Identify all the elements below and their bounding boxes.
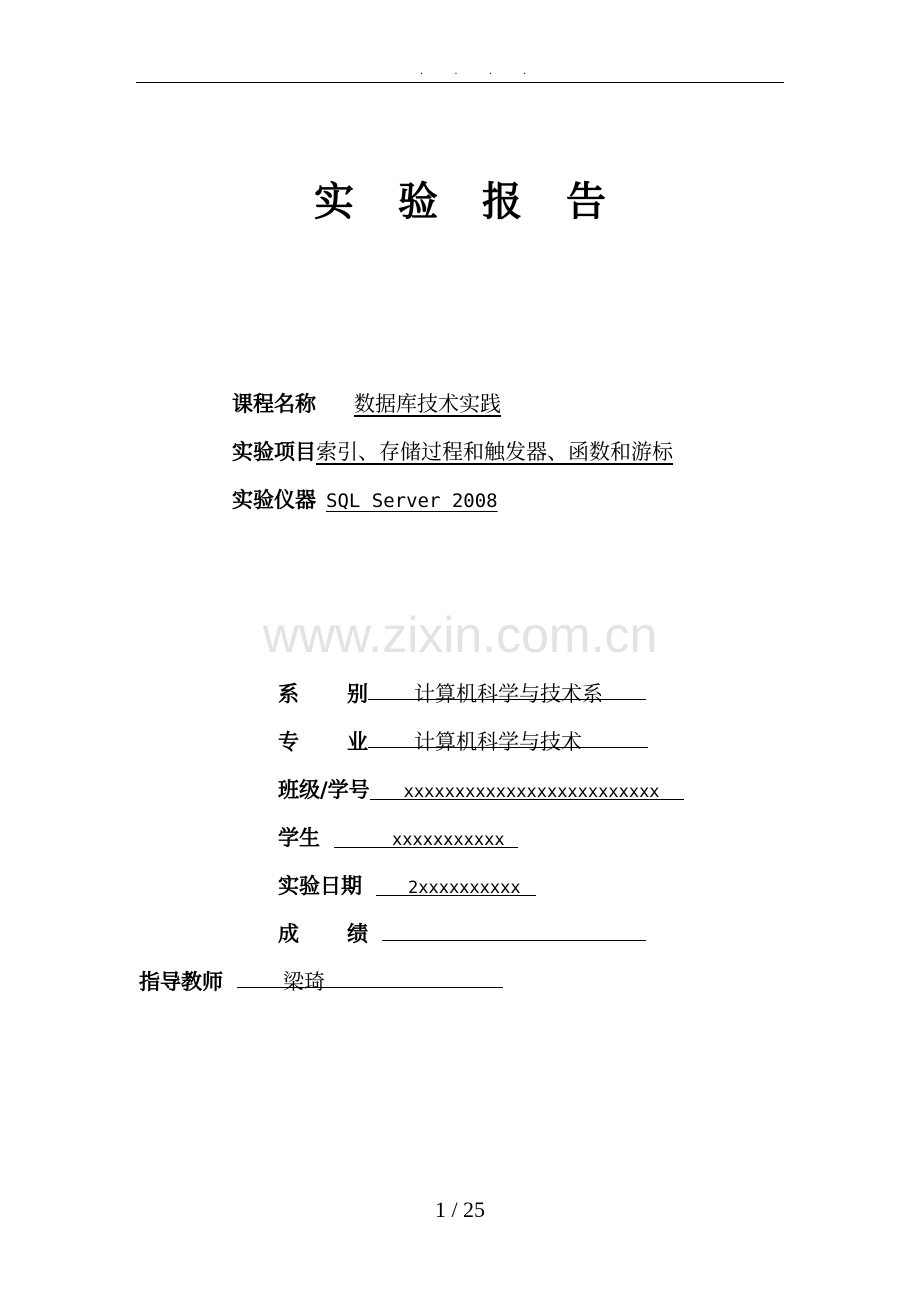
page-number: 1 / 25 bbox=[434, 1197, 486, 1222]
date-label: 实验日期 bbox=[278, 874, 362, 898]
major-field bbox=[278, 726, 648, 756]
instrument-value: SQL Server 2008 bbox=[326, 490, 498, 512]
department-label-1: 系 bbox=[278, 682, 299, 706]
teacher-value: 梁琦 bbox=[283, 970, 325, 994]
title-char: 告 bbox=[566, 178, 606, 225]
instrument-label: 实验仪器 bbox=[232, 488, 316, 512]
grade-label-2: 绩 bbox=[347, 922, 368, 946]
title-char: 实 bbox=[314, 178, 354, 225]
student-value: xxxxxxxxxxx bbox=[392, 830, 505, 850]
course-name-label: 课程名称 bbox=[232, 392, 316, 416]
major-label-2: 业 bbox=[347, 730, 368, 754]
course-name-field bbox=[232, 388, 501, 418]
grade-field bbox=[278, 918, 646, 948]
title-char: 验 bbox=[398, 178, 438, 225]
header-rule bbox=[136, 82, 784, 83]
date-field bbox=[278, 870, 536, 900]
date-value: 2xxxxxxxxxx bbox=[408, 878, 521, 898]
department-field bbox=[278, 678, 646, 708]
project-field bbox=[232, 436, 673, 466]
course-name-text: 数据库技术实践 bbox=[354, 392, 501, 416]
header-dots: . . . . bbox=[420, 66, 541, 77]
student-label: 学生 bbox=[278, 826, 320, 850]
instrument-field bbox=[232, 484, 498, 514]
watermark: www.zixin.com.cn bbox=[262, 607, 658, 663]
page-title bbox=[0, 170, 920, 227]
class-field bbox=[278, 774, 684, 804]
teacher-label: 指导教师 bbox=[139, 970, 223, 994]
title-char: 报 bbox=[482, 178, 522, 225]
department-value: 计算机科学与技术系 bbox=[414, 682, 603, 706]
major-value: 计算机科学与技术 bbox=[414, 730, 582, 754]
class-value: xxxxxxxxxxxxxxxxxxxxxxxxx bbox=[403, 782, 660, 802]
teacher-field bbox=[139, 966, 503, 996]
grade-label-1: 成 bbox=[278, 922, 299, 946]
department-label-2: 别 bbox=[347, 682, 368, 706]
course-name-value bbox=[316, 388, 501, 418]
project-label: 实验项目 bbox=[232, 440, 316, 464]
student-field bbox=[278, 822, 518, 852]
project-value: 索引、存储过程和触发器、函数和游标 bbox=[316, 440, 673, 464]
class-label: 班级/学号 bbox=[278, 778, 370, 802]
major-label-1: 专 bbox=[278, 730, 299, 754]
